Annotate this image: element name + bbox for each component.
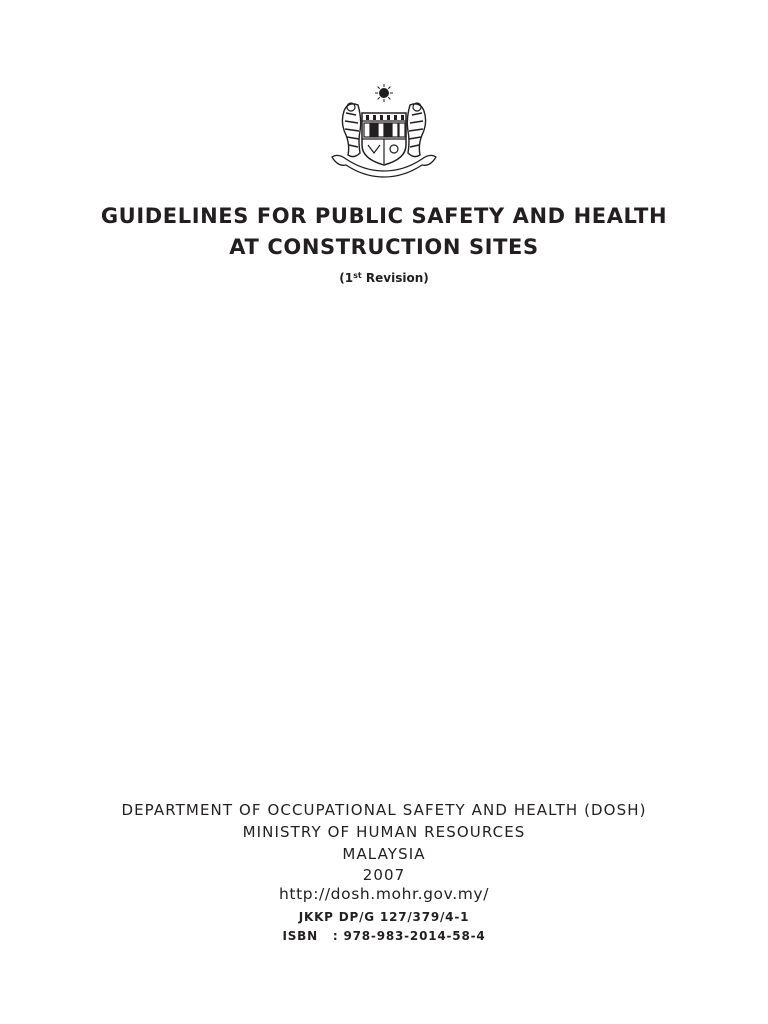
website-url: http://dosh.mohr.gov.my/ <box>278 885 490 903</box>
country-name: MALAYSIA <box>342 845 426 863</box>
publication-year: 2007 <box>362 866 406 884</box>
revision-note <box>0 270 768 286</box>
malaysia-coat-of-arms-icon <box>318 83 450 179</box>
revision-open: (1 <box>339 271 354 285</box>
isbn-number: ISBN : 978-983-2014-58-4 <box>282 929 486 943</box>
department-name: DEPARTMENT OF OCCUPATIONAL SAFETY AND HEALTH (DOSH) <box>121 801 647 819</box>
reference-number: JKKP DP/G 127/379/4-1 <box>298 910 470 924</box>
document-title-line-2: AT CONSTRUCTION SITES <box>229 235 539 259</box>
document-title-line-1: GUIDELINES FOR PUBLIC SAFETY AND HEALTH <box>100 204 668 228</box>
ministry-name: MINISTRY OF HUMAN RESOURCES <box>242 823 526 841</box>
revision-ordinal: st <box>353 271 362 280</box>
revision-rest: Revision) <box>361 271 429 285</box>
